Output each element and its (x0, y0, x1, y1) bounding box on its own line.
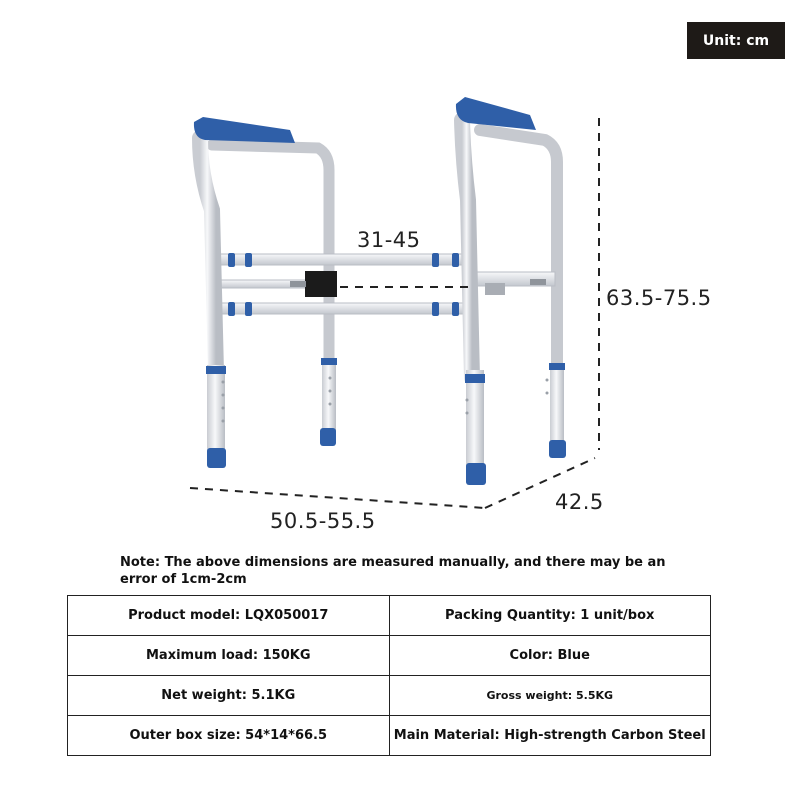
adjust-bracket (485, 283, 505, 295)
front-right-frame (462, 120, 472, 378)
unit-badge: Unit: cm (687, 22, 785, 59)
spec-main-material: Main Material: High-strength Carbon Steel (389, 716, 711, 756)
front-left-frame (200, 138, 216, 372)
length-dimension-label: 42.5 (555, 490, 604, 514)
spec-gross-weight: Gross weight: 5.5KG (389, 676, 711, 716)
table-row (68, 636, 711, 676)
width-dimension-label: 50.5-55.5 (270, 509, 376, 533)
table-row (68, 716, 711, 756)
table-row (68, 676, 711, 716)
adjustment-knob (305, 271, 337, 297)
spec-packing-quantity: Packing Quantity: 1 unit/box (389, 596, 711, 636)
measurement-note: Note: The above dimensions are measured manually, and there may be an error of 1cm-2cm (120, 555, 666, 587)
width-dim-line (190, 488, 485, 508)
depth-dimension-label: 31-45 (357, 228, 421, 252)
spec-color: Color: Blue (389, 636, 711, 676)
armrest-pad-left (194, 117, 295, 143)
spec-net-weight: Net weight: 5.1KG (68, 676, 390, 716)
spec-outer-box-size: Outer box size: 54*14*66.5 (68, 716, 390, 756)
rubber-feet (207, 428, 566, 485)
spec-maximum-load: Maximum load: 150KG (68, 636, 390, 676)
height-dimension-label: 63.5-75.5 (606, 286, 712, 310)
spec-table (67, 595, 711, 756)
spec-product-model: Product model: LQX050017 (68, 596, 390, 636)
table-row (68, 596, 711, 636)
